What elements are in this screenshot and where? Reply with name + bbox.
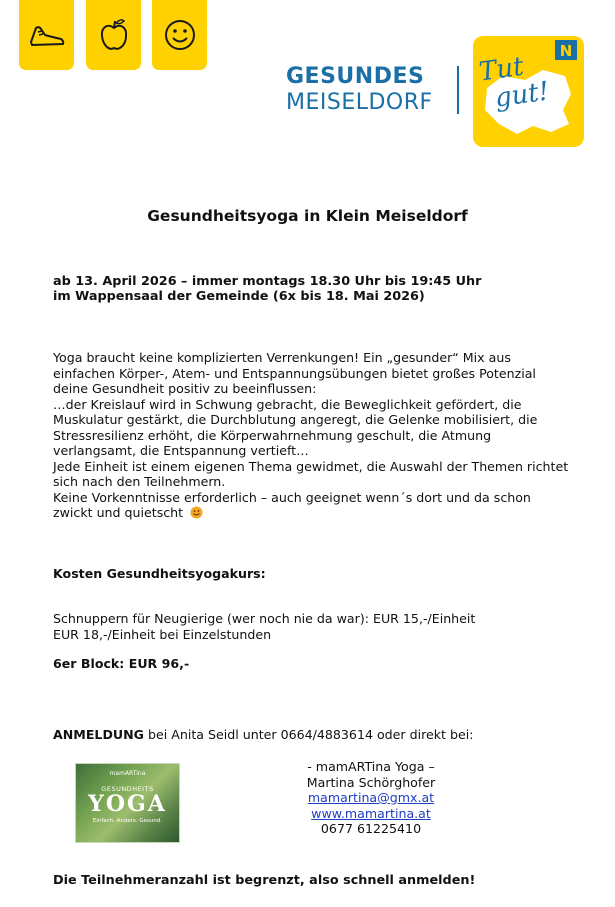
body-line: deine Gesundheit positiv zu beeinflussen:: [53, 381, 317, 396]
contact-person: Martina Schörghofer: [306, 774, 436, 790]
contact-website-link[interactable]: www.mamartina.at: [311, 805, 431, 821]
body-line: Stressresilienz erhöht, die Körperwahrnehmung geschult, die Atmung: [53, 427, 492, 443]
yoga-logo-bottom: Einfach. Anders. Gesund.: [92, 818, 163, 824]
brand-divider: [457, 66, 459, 114]
badge-line-2: gut!: [493, 76, 552, 114]
registration-line: [53, 727, 473, 743]
yoga-logo-top: mamARTina: [109, 770, 146, 777]
price-line: Schnuppern für Neugierige (wer noch nie da war): EUR 15,-/Einheit: [53, 611, 476, 626]
body-line: verlangsamt, die Entspannung vertieft…: [53, 443, 309, 458]
contact-email-link[interactable]: mamartina@gmx.at: [307, 790, 435, 805]
badge-line-1: Tut: [477, 51, 526, 88]
badge-slogan: [477, 50, 550, 115]
body-line-last: [53, 505, 203, 521]
body-line: Yoga braucht keine komplizierten Verrenkungen! Ein „gesunder“ Mix aus: [53, 350, 511, 365]
smiley-tile: [152, 0, 207, 70]
page-title: Gesundheitsyoga in Klein Meiseldorf: [147, 207, 468, 225]
body-line: Keine Vorkenntnisse erforderlich – auch geeignet wenn´s dort und da schon: [53, 489, 531, 505]
shoe-tile: [19, 0, 74, 70]
body-line: zwickt und quietscht: [53, 505, 184, 520]
apple-icon: [99, 17, 129, 53]
brand-line-1: GESUNDES: [286, 64, 425, 89]
date-line-2: im Wappensaal der Gemeinde (6x bis 18. Mai 2026): [53, 289, 425, 304]
body-line: …der Kreislauf wird in Schwung gebracht, die Beweglichkeit gefördert, die: [53, 396, 522, 412]
smiley-icon: [163, 18, 197, 52]
brand-line-2: MEISELDORF: [286, 90, 433, 115]
yoga-logo-sub: GESUNDHEITS: [101, 785, 154, 793]
block-price: 6er Block: EUR 96,-: [53, 656, 190, 671]
shoe-icon: [28, 20, 66, 50]
tut-gut-badge: [473, 36, 584, 147]
body-line: Muskulatur gestärkt, die Durchblutung angeregt, die Gelenke mobilisiert, die: [53, 412, 538, 427]
brand-logo: [286, 64, 433, 116]
yoga-logo: [75, 763, 180, 843]
registration-text: bei Anita Seidl unter 0664/4883614 oder direkt bei:: [144, 727, 474, 742]
price-line: EUR 18,-/Einheit bei Einzelstunden: [53, 626, 272, 642]
smiling-emoji-icon: [190, 506, 203, 519]
badge-letter: N: [559, 42, 573, 60]
apple-tile: [86, 0, 141, 70]
footer-note: Die Teilnehmeranzahl ist begrenzt, also schnell anmelden!: [53, 873, 476, 888]
body-line: Jede Einheit ist einem eigenen Thema gewidmet, die Auswahl der Themen richtet: [53, 458, 569, 474]
yoga-logo-big: YOGA: [88, 791, 167, 817]
body-line: sich nach den Teilnehmern.: [53, 474, 226, 489]
body-line: einfachen Körper-, Atem- und Entspannungsübungen bietet großes Potenzial: [53, 365, 536, 381]
contact-block: [276, 759, 466, 837]
contact-name: - mamARTina Yoga –: [307, 759, 435, 774]
costs-heading: Kosten Gesundheitsyogakurs:: [53, 566, 266, 581]
date-line-1: ab 13. April 2026 – immer montags 18.30 Uhr bis 19:45 Uhr: [53, 274, 482, 289]
contact-phone: 0677 61225410: [320, 821, 422, 836]
registration-label: ANMELDUNG: [53, 727, 145, 742]
